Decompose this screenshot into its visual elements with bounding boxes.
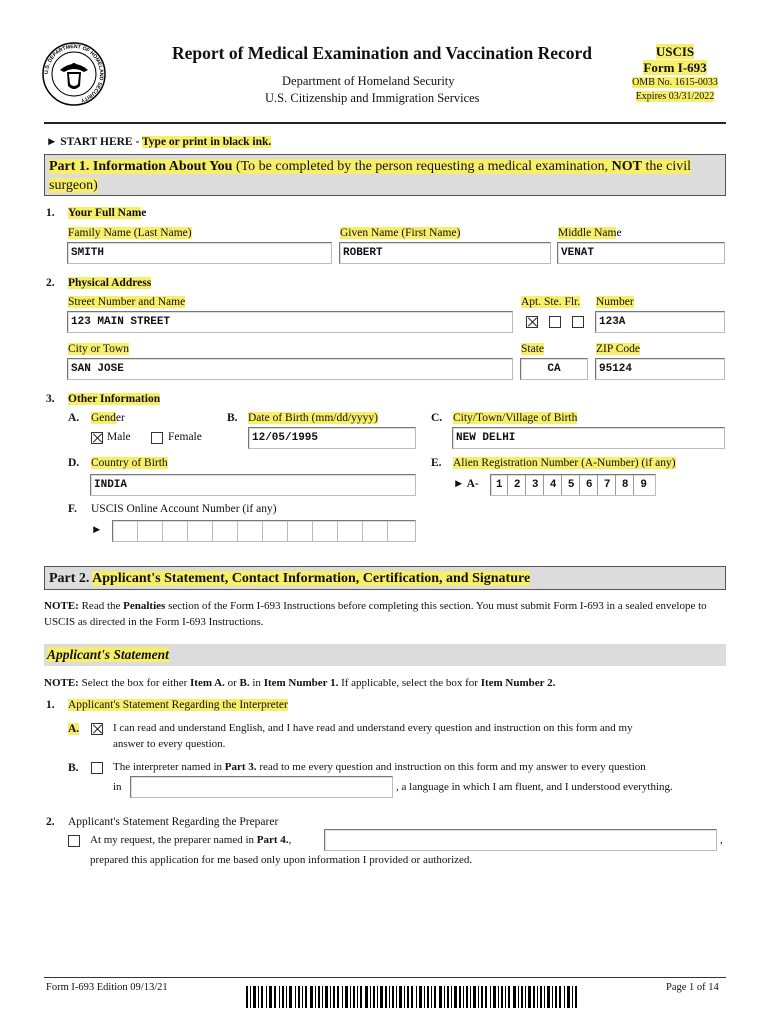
item1b-text-line1: The interpreter named in Part 3. read to me every question and instruction on this form and my answer to every question <box>113 761 646 773</box>
item1a-letter: A. <box>68 723 80 735</box>
dob-label: Date of Birth (mm/dd/yyyy) <box>248 412 378 424</box>
item1-number: 1. <box>46 699 55 711</box>
online-letter: F. <box>68 503 77 515</box>
apt-number-field[interactable]: 123A <box>595 311 725 333</box>
given-name-field[interactable]: ROBERT <box>339 242 551 264</box>
form-title: Report of Medical Examination and Vaccination Record <box>172 43 592 63</box>
zip-label: ZIP Code <box>596 343 640 355</box>
anumber-digit: 7 <box>599 475 616 495</box>
state-label: State <box>521 343 544 355</box>
q2-number: 2. <box>46 277 55 289</box>
item2-text-line1: At my request, the preparer named in Part 4., <box>90 834 292 846</box>
ste-checkbox[interactable] <box>549 316 561 328</box>
apt-number-label: Number <box>596 296 634 308</box>
dob-field[interactable]: 12/05/1995 <box>248 427 416 449</box>
item2-number: 2. <box>46 816 55 828</box>
start-here: ► START HERE - Type or print in black ink. <box>46 136 272 148</box>
omb-number: OMB No. 1615-0033 <box>632 77 718 88</box>
q1-number: 1. <box>46 207 55 219</box>
pob-field[interactable]: NEW DELHI <box>452 427 725 449</box>
item1b-text-line2: , a language in which I am fluent, and I understood everything. <box>396 781 673 793</box>
english-checkbox[interactable] <box>91 723 103 735</box>
header-rule <box>44 122 726 124</box>
state-field[interactable]: CA <box>520 358 588 380</box>
form-number: Form I-693 <box>643 60 707 75</box>
female-label: Female <box>168 431 202 443</box>
part2-header: Part 2. Applicant's Statement, Contact Information, Certification, and Signature <box>44 566 726 590</box>
q1-label: Your Full Name <box>68 207 147 219</box>
city-field[interactable]: SAN JOSE <box>67 358 513 380</box>
anumber-digit: 1 <box>491 475 508 495</box>
online-account-field[interactable] <box>112 520 416 542</box>
item1a-text-line2: answer to every question. <box>113 738 226 750</box>
anumber-digit: 9 <box>640 479 647 491</box>
male-label: Male <box>107 431 131 443</box>
given-name-label: Given Name (First Name) <box>340 227 461 239</box>
anumber-digit: 5 <box>563 475 580 495</box>
footer-page-number: Page 1 of 14 <box>666 982 719 993</box>
online-arrow: ► <box>91 524 103 536</box>
country-field[interactable]: INDIA <box>90 474 416 496</box>
country-label: Country of Birth <box>91 457 168 469</box>
anumber-digit: 8 <box>617 475 634 495</box>
preparer-checkbox[interactable] <box>68 835 80 847</box>
anumber-digit: 2 <box>509 475 526 495</box>
female-checkbox[interactable] <box>151 432 163 444</box>
svg-text:U.S. DEPARTMENT OF HOMELAND SE: U.S. DEPARTMENT OF HOMELAND SECURITY <box>43 43 105 104</box>
middle-name-field[interactable]: VENAT <box>557 242 725 264</box>
expiration-date: Expires 03/31/2022 <box>635 91 715 102</box>
footer-form-edition: Form I-693 Edition 09/13/21 <box>46 982 168 993</box>
male-checkbox[interactable] <box>91 432 103 444</box>
q3-number: 3. <box>46 393 55 405</box>
family-name-field[interactable]: SMITH <box>67 242 332 264</box>
q2-label: Physical Address <box>68 277 152 289</box>
part2-note: NOTE: Read the Penalties section of the Form I-693 Instructions before completing this section. You must submit Form I-693 in a sealed envelope to USCIS as directed in the Form I-693 Instructions. <box>44 600 707 628</box>
preparer-name-field[interactable] <box>324 829 717 851</box>
pob-letter: C. <box>431 412 443 424</box>
street-label: Street Number and Name <box>68 296 186 308</box>
gender-letter: A. <box>68 412 80 424</box>
middle-name-label: Middle Name <box>558 227 622 239</box>
item1-label: Applicant's Statement Regarding the Interpreter <box>68 699 288 711</box>
q3-label: Other Information <box>68 393 161 405</box>
anumber-field[interactable] <box>490 474 656 496</box>
dob-letter: B. <box>227 412 238 424</box>
city-label: City or Town <box>68 343 129 355</box>
anumber-digit: 6 <box>581 475 598 495</box>
barcode <box>246 986 578 1008</box>
country-letter: D. <box>68 457 80 469</box>
form-id-block <box>620 44 730 104</box>
item1a-text-line1: I can read and understand English, and I have read and understand every question and instruction on this form and my <box>113 722 633 734</box>
item1b-letter: B. <box>68 762 79 774</box>
uscis-label: USCIS <box>655 44 695 59</box>
part1-header: Part 1. Information About You (To be completed by the person requesting a medical examination, NOT the civil surgeon) <box>44 154 726 196</box>
agency-name: U.S. Citizenship and Immigration Services <box>265 91 480 105</box>
anumber-letter: E. <box>431 457 442 469</box>
apt-ste-flr-label: Apt. Ste. Flr. <box>521 296 581 308</box>
family-name-label: Family Name (Last Name) <box>68 227 192 239</box>
apt-checkbox[interactable] <box>526 316 538 328</box>
anumber-digit: 4 <box>545 475 562 495</box>
street-field[interactable]: 123 MAIN STREET <box>67 311 513 333</box>
flr-checkbox[interactable] <box>572 316 584 328</box>
item2-text-line2: prepared this application for me based only upon information I provided or authorized. <box>90 854 473 866</box>
anumber-prefix: ► A- <box>453 478 479 490</box>
language-field[interactable] <box>130 776 393 798</box>
statement-note: NOTE: Select the box for either Item A. or B. in Item Number 1. If applicable, select the box for Item Number 2. <box>44 677 556 689</box>
anumber-digit: 3 <box>527 475 544 495</box>
zip-field[interactable]: 95124 <box>595 358 725 380</box>
gender-label: Gender <box>91 412 125 424</box>
footer-rule <box>44 977 726 978</box>
item2-label: Applicant's Statement Regarding the Preparer <box>68 816 279 828</box>
online-account-label: USCIS Online Account Number (if any) <box>91 503 277 515</box>
department-name: Department of Homeland Security <box>282 74 455 88</box>
pob-label: City/Town/Village of Birth <box>453 412 578 424</box>
applicants-statement-title: Applicant's Statement <box>47 647 169 662</box>
item1b-in: in <box>113 781 122 793</box>
interpreter-checkbox[interactable] <box>91 762 103 774</box>
seal-ring-text <box>42 42 106 106</box>
item2-trailing-comma: , <box>720 834 723 846</box>
anumber-label: Alien Registration Number (A-Number) (if any) <box>453 457 676 469</box>
